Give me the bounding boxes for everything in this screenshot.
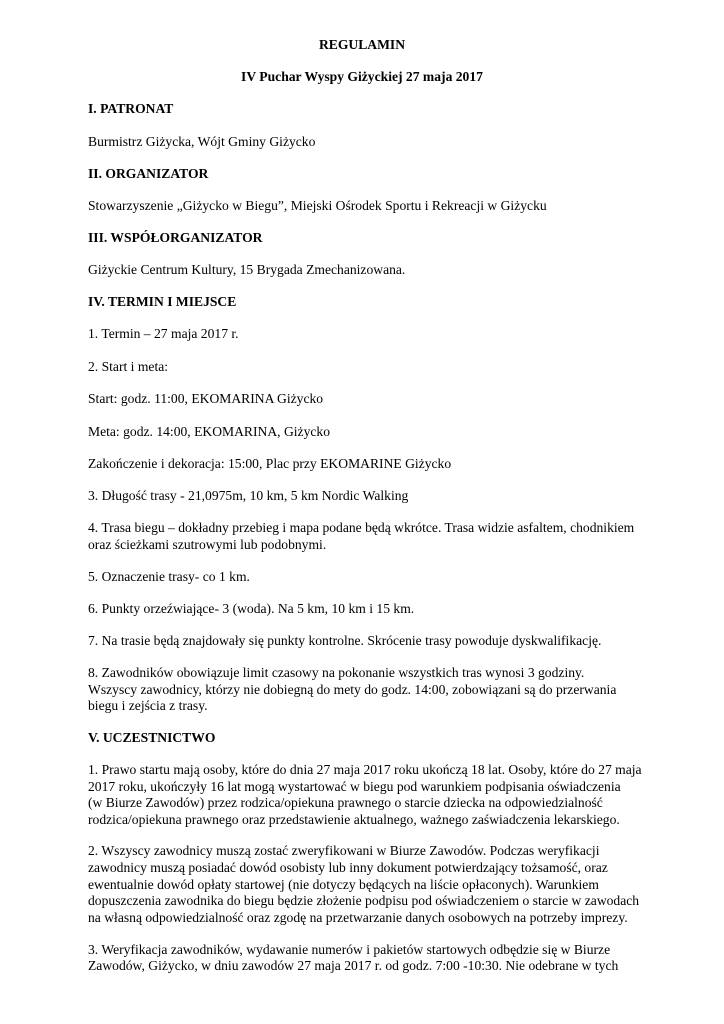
section-heading-wspolorganizator: III. WSPÓŁORGANIZATOR [88,230,263,245]
paragraph-line: 2. Wszyscy zawodnicy muszą zostać zweryfikowani w Biurze Zawodów. Podczas weryfikacji [88,843,600,858]
paragraph: 7. Na trasie będą znajdowały się punkty kontrolne. Skrócenie trasy powoduje dyskwalifikację. [88,633,602,648]
paragraph-line: rodzica/opiekuna prawnego oraz przedstawienie aktualnego, ważnego zaświadczenia lekarskiego. [88,812,620,827]
paragraph-line: oraz ścieżkami szutrowymi lub podobnymi. [88,537,327,552]
paragraph-line: na własną odpowiedzialność oraz zgodę na przetwarzanie danych osobowych na potrzeby imprezy. [88,910,628,925]
paragraph-line: 8. Zawodników obowiązuje limit czasowy na pokonanie wszystkich tras wynosi 3 godziny. [88,665,585,680]
paragraph: 1. Termin – 27 maja 2017 r. [88,326,239,341]
paragraph: Meta: godz. 14:00, EKOMARINA, Giżycko [88,424,331,439]
paragraph-line: 1. Prawo startu mają osoby, które do dnia 27 maja 2017 roku ukończą 18 lat. Osoby, które do 27 maja [88,762,642,777]
paragraph: 6. Punkty orzeźwiające- 3 (woda). Na 5 km, 10 km i 15 km. [88,601,415,616]
paragraph: 3. Długość trasy - 21,0975m, 10 km, 5 km Nordic Walking [88,488,409,503]
paragraph: 2. Start i meta: [88,359,169,374]
section-heading-termin: IV. TERMIN I MIEJSCE [88,294,237,309]
paragraph: 5. Oznaczenie trasy- co 1 km. [88,569,250,584]
document-subtitle: IV Puchar Wyspy Giżyckiej 27 maja 2017 [241,69,483,84]
paragraph: Zakończenie i dekoracja: 15:00, Plac przy EKOMARINE Giżycko [88,456,452,471]
paragraph: Burmistrz Giżycka, Wójt Gminy Giżycko [88,134,316,149]
paragraph-line: biegu i zejścia z trasy. [88,698,208,713]
paragraph-line: 2017 roku, ukończyły 16 lat mogą wystartować w biegu pod warunkiem podpisania oświadczenia [88,779,621,794]
paragraph-line: Wszyscy zawodnicy, którzy nie dobiegną do mety do godz. 14:00, zobowiązani są do przerwania [88,682,617,697]
paragraph: Start: godz. 11:00, EKOMARINA Giżycko [88,391,324,406]
section-heading-uczestnictwo: V. UCZESTNICTWO [88,730,216,745]
document-title: REGULAMIN [318,37,406,52]
paragraph-line: dopuszczenia zawodnika do biegu będzie złożenie podpisu pod oświadczeniem o starcie w zawodach [88,893,640,908]
paragraph: Stowarzyszenie „Giżycko w Biegu”, Miejski Ośrodek Sportu i Rekreacji w Giżycku [88,198,547,213]
section-heading-organizator: II. ORGANIZATOR [88,166,209,181]
paragraph-line: (w Biurze Zawodów) przez rodzica/opiekuna prawnego o starcie dziecka na odpowiedzialność [88,795,603,810]
paragraph-line: 4. Trasa biegu – dokładny przebieg i mapa podane będą wkrótce. Trasa widzie asfaltem, chodnikiem [88,520,635,535]
section-heading-patronat: I. PATRONAT [88,101,174,116]
paragraph-line: ewentualnie dowód opłaty startowej (nie dotyczy będących na liście opłaconych). Warunkiem [88,877,599,892]
paragraph-line: zawodnicy muszą posiadać dowód osobisty lub inny dokument potwierdzający tożsamość, oraz [88,860,608,875]
paragraph-line: 3. Weryfikacja zawodników, wydawanie numerów i pakietów startowych odbędzie się w Biurze [88,942,611,957]
paragraph-line: Zawodów, Giżycko, w dniu zawodów 27 maja 2017 r. od godz. 7:00 -10:30. Nie odebrane w tych [88,958,619,973]
paragraph: Giżyckie Centrum Kultury, 15 Brygada Zmechanizowana. [88,262,406,277]
